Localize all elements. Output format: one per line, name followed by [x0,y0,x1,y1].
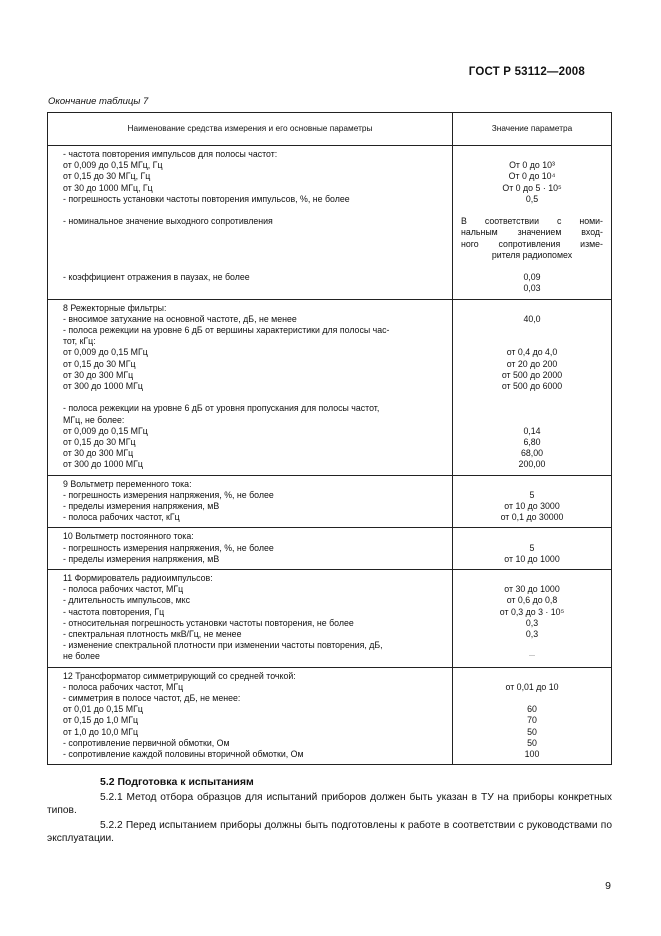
section-title: 5.2 Подготовка к испытаниям [100,776,254,788]
value-line: от 500 до 6000 [501,380,563,391]
parameter-line: от 300 до 1000 МГц [63,459,143,470]
parameter-line: - пределы измерения напряжения, мВ [63,501,220,512]
value-line: нальным значением вход- [461,227,603,238]
parameter-line: от 30 до 300 МГц [63,448,134,459]
value-line: 40,0 [523,313,541,324]
value-line: от 20 до 200 [506,358,558,369]
value-line: 5 [529,542,535,553]
value-line [461,531,603,542]
parameter-line: МГц, не более: [63,414,125,425]
value-line: от 0,01 до 10 [505,681,559,692]
parameter-line: от 0,15 до 30 МГц [63,437,136,448]
value-line: В соответствии с номи- [461,216,603,227]
value-line [461,693,603,704]
value-line: от 0,4 до 4,0 [506,347,558,358]
value-line: от 10 до 1000 [504,553,560,564]
standard-number: ГОСТ Р 53112—2008 [468,66,585,78]
parameter-line: от 30 до 300 МГц [63,369,134,380]
parameter-line: от 30 до 1000 МГц, Гц [63,182,153,193]
table-row [48,667,612,765]
parameter-line: - симметрия в полосе частот, дБ, не менее: [63,693,241,704]
table-row [48,475,612,528]
value-line: 0,3 [525,629,539,640]
parameter-line [63,239,446,250]
column-header-parameter: Наименование средства измерения и его основные параметры [48,113,453,146]
parameter-line: - длительность импульсов, мкс [63,595,190,606]
value-line: от 30 до 1000 [504,584,560,595]
parameter-line: от 0,01 до 0,15 МГц [63,704,143,715]
parameter-line: - сопротивление первичной обмотки, Ом [63,737,230,748]
parameter-line: - частота повторения, Гц [63,606,165,617]
value-line: 50 [527,737,537,748]
value-cell [453,299,612,475]
value-line [461,671,603,682]
value-line: — [529,653,535,660]
value-line: от 0,6 до 0,8 [506,595,558,606]
parameter-line: - вносимое затухание на основной частоте, дБ, не менее [63,313,297,324]
value-line [461,205,603,216]
value-line [461,403,603,414]
value-line: 100 [524,749,540,760]
value-line: от 0,3 до 3 · 10⁵ [499,606,565,617]
parameter-line: от 0,15 до 30 МГц [63,358,136,369]
parameter-line: - относительная погрешность установки частоты повторения, не более [63,617,354,628]
parameter-cell [48,570,453,668]
value-line: рителя радиопомех [491,249,573,260]
value-cell [453,570,612,668]
value-cell [453,146,612,300]
value-line: 0,5 [525,193,539,204]
value-line: 0,14 [523,425,541,436]
parameter-line: 8 Режекторные фильтры: [63,302,167,313]
value-line: От 0 до 5 · 10⁵ [502,182,562,193]
parameter-cell [48,667,453,765]
parameter-line: 11 Формирователь радиоимпульсов: [63,573,213,584]
parameter-line [63,261,446,272]
value-line [461,336,603,347]
value-line: От 0 до 10³ [509,160,555,171]
value-cell [453,528,612,570]
value-line: от 500 до 2000 [501,369,563,380]
parameter-line: - пределы измерения напряжения, мВ [63,553,220,564]
paragraph-5-2-1: 5.2.1 Метод отбора образцов для испытаний приборов должен быть указан в ТУ на приборы конкретных типов. [47,792,612,816]
parameter-line: от 1,0 до 10,0 МГц [63,726,139,737]
value-line: 0,09 [523,272,541,283]
page-number: 9 [605,880,611,892]
value-line: от 0,1 до 30000 [500,512,564,523]
parameter-line: от 0,15 до 1,0 МГц [63,715,139,726]
parameter-line: - полоса рабочих частот, МГц [63,584,184,595]
parameter-line: не более [63,651,100,662]
parameter-cell [48,146,453,300]
parameter-line: - погрешность измерения напряжения, %, не более [63,489,274,500]
parameter-line: - полоса режекции на уровне 6 дБ от уровня пропускания для полосы частот, [63,403,380,414]
table-row [48,570,612,668]
table-row [48,299,612,475]
parameter-line [63,227,446,238]
value-cell [453,475,612,528]
parameter-line: 9 Вольтметр переменного тока: [63,478,192,489]
parameter-line: - погрешность установки частоты повторения импульсов, %, не более [63,193,350,204]
parameter-line [63,250,446,261]
parameter-line [63,205,446,216]
value-line: 0,03 [523,283,541,294]
value-line: От 0 до 10⁴ [508,171,556,182]
table-row [48,528,612,570]
parameter-line: - сопротивление каждой половины вторичной обмотки, Ом [63,749,304,760]
parameter-line: от 0,009 до 0,15 МГц, Гц [63,160,163,171]
column-header-value: Значение параметра [453,113,612,146]
parameter-cell [48,299,453,475]
table-header-row [48,113,612,146]
value-line: 60 [527,704,537,715]
value-line [461,415,603,426]
value-line: 200,00 [518,459,546,470]
parameter-line: - полоса режекции на уровне 6 дБ от вершины характеристики для полосы час- [63,325,390,335]
value-line: 68,00 [520,448,543,459]
parameter-line: от 0,15 до 30 МГц, Гц [63,171,151,182]
parameter-line: - полоса рабочих частот, МГц [63,681,184,692]
parameter-line: 10 Вольтметр постоянного тока: [63,531,194,542]
value-line: 70 [527,715,537,726]
value-line [461,573,603,584]
parameter-line: - изменение спектральной плотности при изменении частоты повторения, дБ, [63,640,383,651]
parameters-table [47,112,612,765]
value-line [461,325,603,336]
table-caption: Окончание таблицы 7 [48,96,149,107]
value-line: ного сопротивления изме- [461,238,603,249]
parameter-cell [48,528,453,570]
parameter-line: от 0,009 до 0,15 МГц [63,347,148,358]
parameter-line: - коэффициент отражения в паузах, не более [63,272,250,283]
value-cell [453,667,612,765]
value-line [461,479,603,490]
parameter-line: - полоса рабочих частот, кГц [63,512,180,523]
parameter-line: - спектральная плотность мкВ/Гц, не менее [63,629,242,640]
parameter-line: - погрешность измерения напряжения, %, не более [63,542,274,553]
parameter-line: тот, кГц: [63,336,96,347]
value-line [461,640,603,651]
parameter-line: - номинальное значение выходного сопротивления [63,216,273,227]
value-line [461,392,603,403]
value-line [461,149,603,160]
value-line: 5 [529,489,535,500]
table-row [48,146,612,300]
parameter-line [63,392,446,403]
paragraph-5-2-2: 5.2.2 Перед испытанием приборы должны быть подготовлены к работе в соответствии с руководствами по эксплуатации. [47,820,612,844]
parameter-line: - частота повторения импульсов для полосы частот: [63,149,278,159]
parameter-line: 12 Трансформатор симметрирующий со средней точкой: [63,670,296,681]
parameter-cell [48,475,453,528]
parameter-line: от 300 до 1000 МГц [63,381,143,392]
value-line [461,261,603,272]
parameter-line [63,283,446,294]
value-line: 0,3 [525,617,539,628]
parameter-line: от 0,009 до 0,15 МГц [63,425,148,436]
value-line: от 10 до 3000 [504,501,560,512]
value-line: 50 [527,726,537,737]
value-line [461,303,603,314]
value-line: 6,80 [523,436,541,447]
